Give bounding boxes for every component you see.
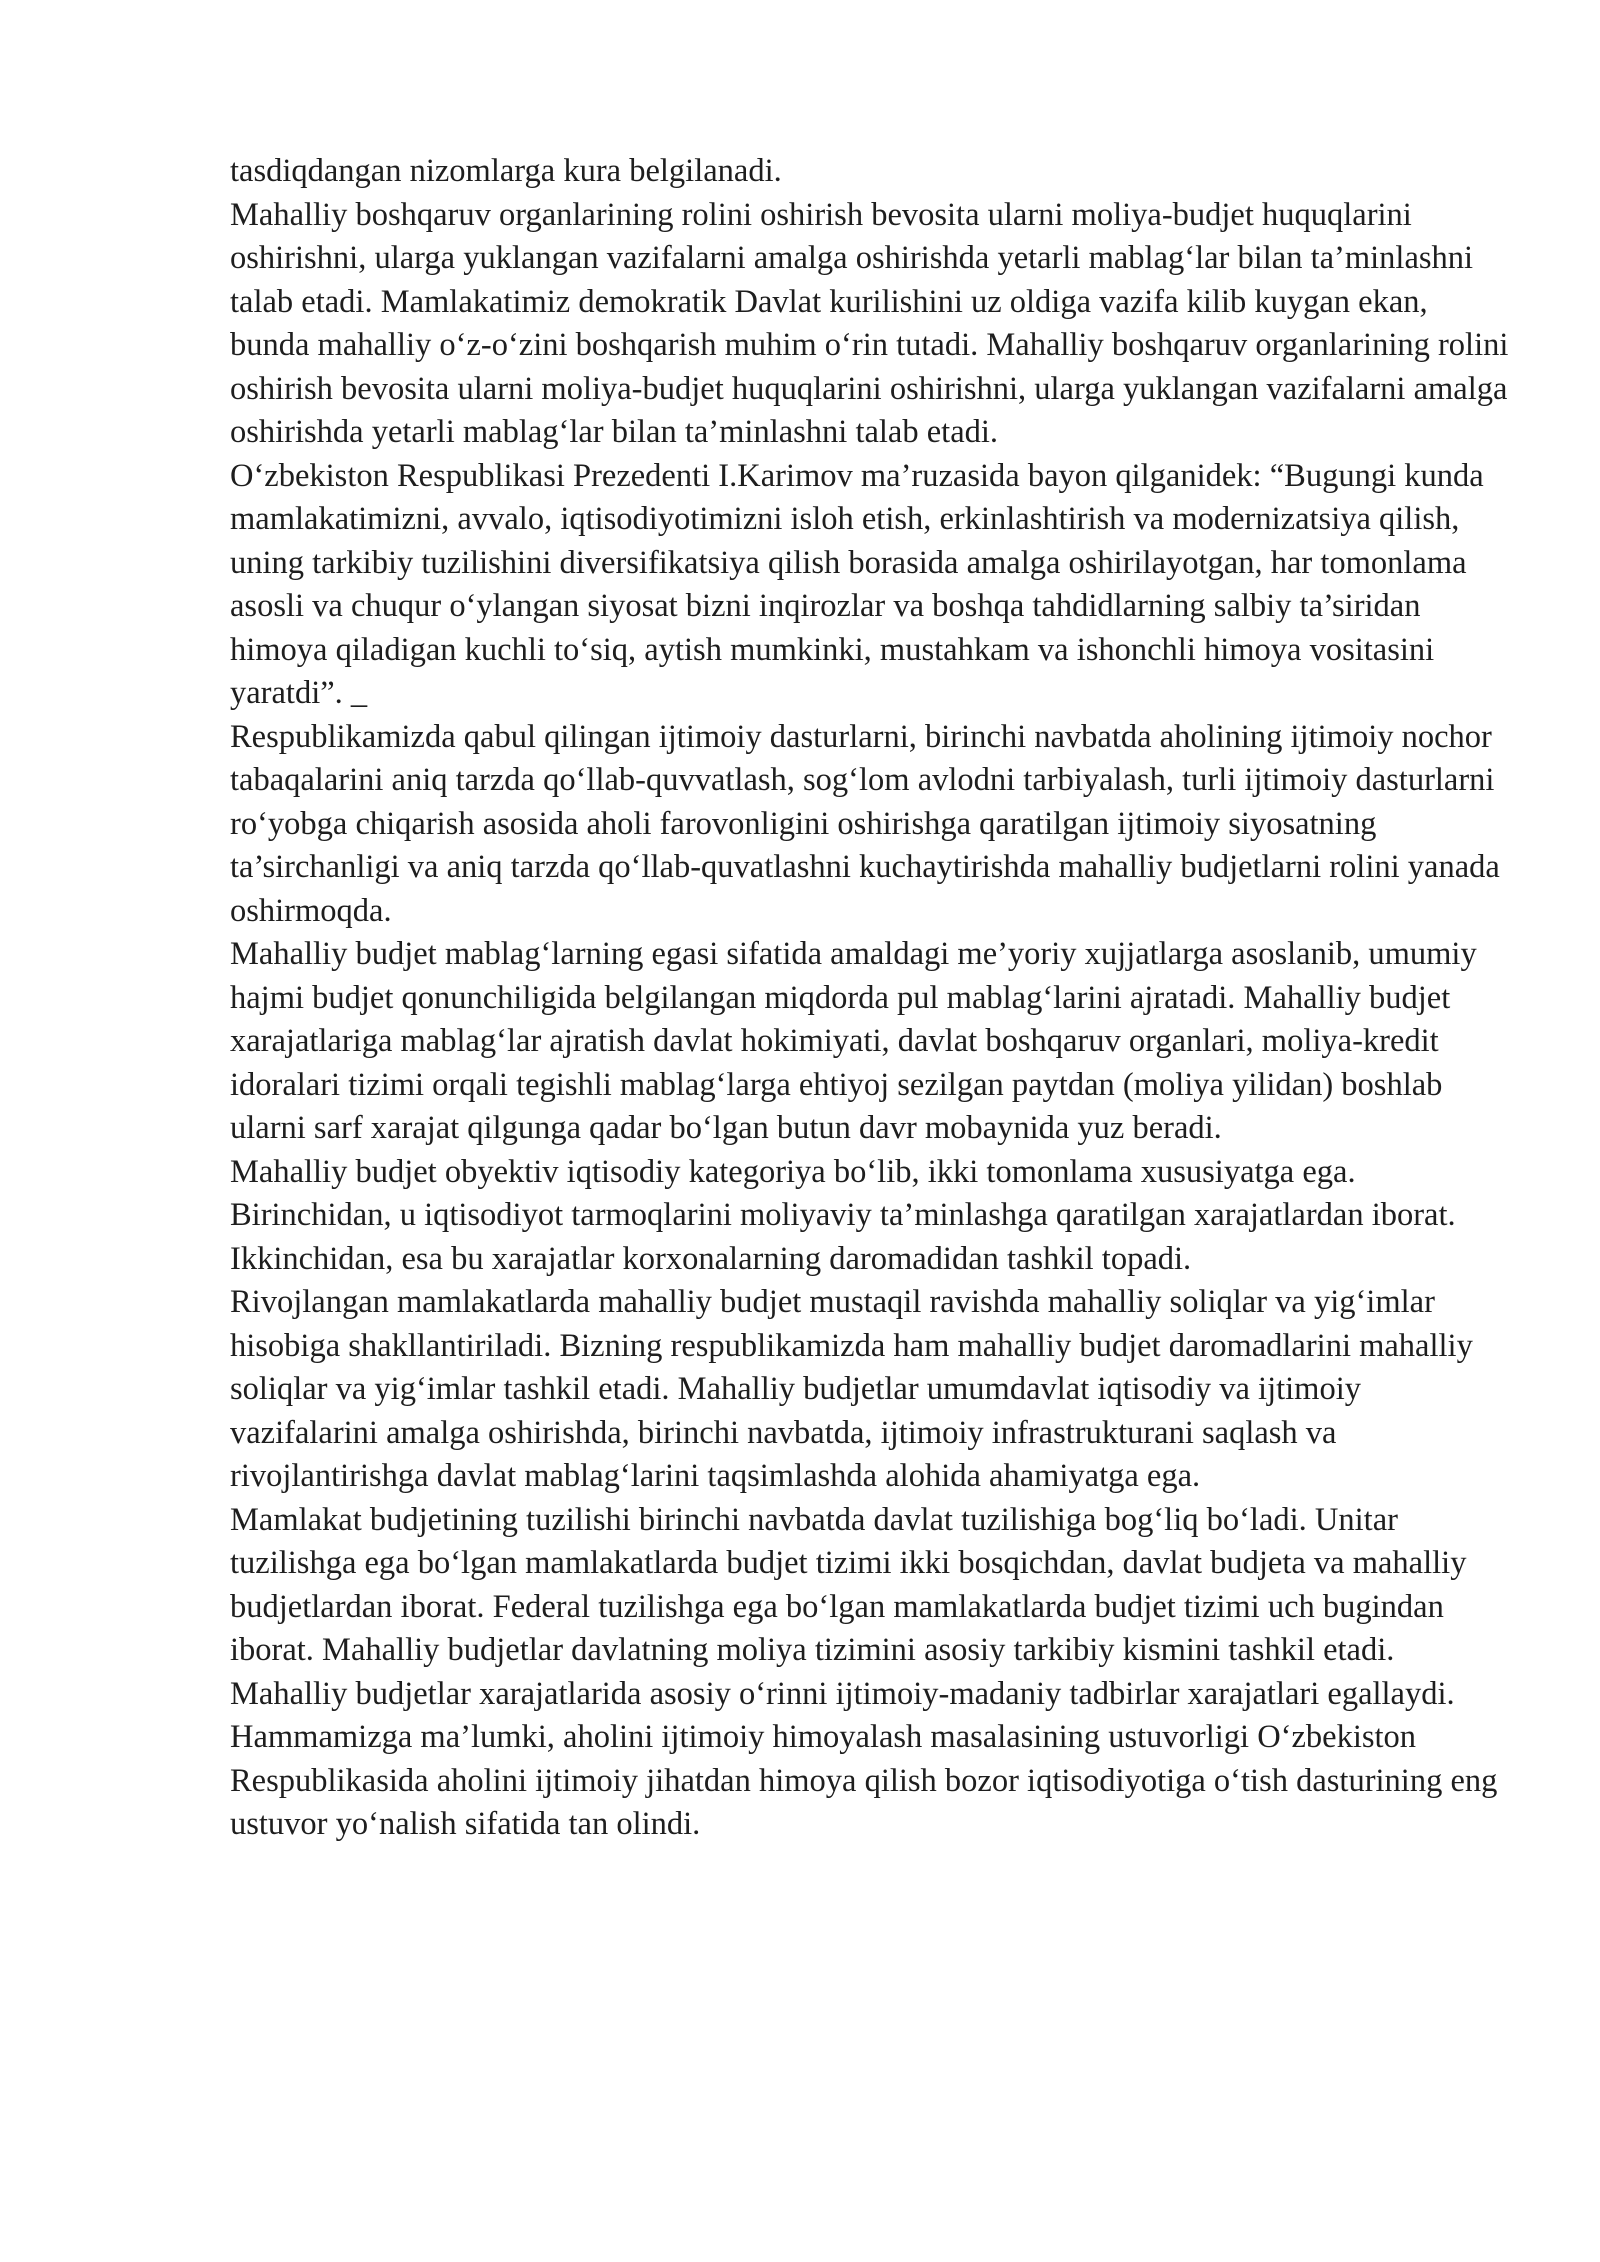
paragraph: Mahalliy budjet mablag‘larning egasi sifatida amaldagi me’yoriy xujjatlarga asoslanib, umumiy hajmi budjet qonunchiligida belgilangan miqdorda pul mablag‘larini ajratadi. Mahalliy budjet xarajatlariga mablag‘lar ajratish davlat hokimiyati, davlat boshqaruv organlari, moliya-kredit idoralari tizimi orqali tegishli mablag‘larga ehtiyoj sezilgan paytdan (moliya yilidan) boshlab ularni sarf xarajat qilgunga qadar bo‘lgan butun davr mobaynida yuz beradi. xyxy=(230,936,1477,1146)
document-body xyxy=(230,150,1510,1847)
paragraph: O‘zbekiston Respublikasi Prezedenti I.Karimov ma’ruzasida bayon qilganidek: “Bugungi kunda mamlakatimizni, avvalo, iqtisodiyotimizni isloh etish, erkinlashtirish va modernizatsiya qilish, uning tarkibiy tuzilishini diversifikatsiya qilish borasida amalga oshirilayotgan, har tomonlama asosli va chuqur o‘ylangan siyosat bizni inqirozlar va boshqa tahdidlarning salbiy ta’siridan himoya qiladigan kuchli to‘siq, aytish mumkinki, mustahkam va ishonchli himoya vositasini yaratdi”. _ xyxy=(230,457,1484,711)
paragraph: Hammamizga ma’lumki, aholini ijtimoiy himoyalash masalasining ustuvorligi O‘zbekiston Respublikasida aholini ijtimoiy jihatdan himoya qilish bozor iqtisodiyotiga o‘tish dasturining eng ustuvor yo‘nalish sifatida tan olindi. xyxy=(230,1719,1498,1842)
paragraph: Mamlakat budjetining tuzilishi birinchi navbatda davlat tuzilishiga bog‘liq bo‘ladi. Unitar tuzilishga ega bo‘lgan mamlakatlarda budjet tizimi ikki bosqichdan, davlat budjeta va mahalliy budjetlardan iborat. Federal tuzilishga ega bo‘lgan mamlakatlarda budjet tizimi uch bugindan iborat. Mahalliy budjetlar davlatning moliya tizimini asosiy tarkibiy kismini tashkil etadi. Mahalliy budjetlar xarajatlarida asosiy o‘rinni ijtimoiy-madaniy tadbirlar xarajatlari egallaydi. xyxy=(230,1501,1467,1712)
paragraph: tasdiqdangan nizomlarga kura belgilanadi. xyxy=(230,153,782,189)
paragraph: Mahalliy boshqaruv organlarining rolini oshirish bevosita ularni moliya-budjet huquqlarini oshirishni, ularga yuklangan vazifalarni amalga oshirishda yetarli mablag‘lar bilan ta’minlashni talab etadi. Mamlakatimiz demokratik Davlat kurilishini uz oldiga vazifa kilib kuygan ekan, bunda mahalliy o‘z-o‘zini boshqarish muhim o‘rin tutadi. Mahalliy boshqaruv organlarining rolini oshirish bevosita ularni moliya-budjet huquqlarini oshirishni, ularga yuklangan vazifalarni amalga oshirishda yetarli mablag‘lar bilan ta’minlashni talab etadi. xyxy=(230,196,1509,450)
paragraph: Respublikamizda qabul qilingan ijtimoiy dasturlarni, birinchi navbatda aholining ijtimoiy nochor tabaqalarini aniq tarzda qo‘llab-quvvatlash, sog‘lom avlodni tarbiyalash, turli ijtimoiy dasturlarni ro‘yobga chiqarish asosida aholi farovonligini oshirishga qaratilgan ijtimoiy siyosatning ta’sirchanligi va aniq tarzda qo‘llab-quvatlashni kuchaytirishda mahalliy budjetlarni rolini yanada oshirmoqda. xyxy=(230,718,1500,929)
paragraph: Mahalliy budjet obyektiv iqtisodiy kategoriya bo‘lib, ikki tomonlama xususiyatga ega. Birinchidan, u iqtisodiyot tarmoqlarini moliyaviy ta’minlashga qaratilgan xarajatlardan iborat. Ikkinchidan, esa bu xarajatlar korxonalarning daromadidan tashkil topadi. xyxy=(230,1153,1456,1277)
paragraph: Rivojlangan mamlakatlarda mahalliy budjet mustaqil ravishda mahalliy soliqlar va yig‘imlar hisobiga shakllantiriladi. Bizning respublikamizda ham mahalliy budjet daromadlarini mahalliy soliqlar va yig‘imlar tashkil etadi. Mahalliy budjetlar umumdavlat iqtisodiy va ijtimoiy vazifalarini amalga oshirishda, birinchi navbatda, ijtimoiy infrastrukturani saqlash va rivojlantirishga davlat mablag‘larini taqsimlashda alohida ahamiyatga ega. xyxy=(230,1284,1473,1494)
